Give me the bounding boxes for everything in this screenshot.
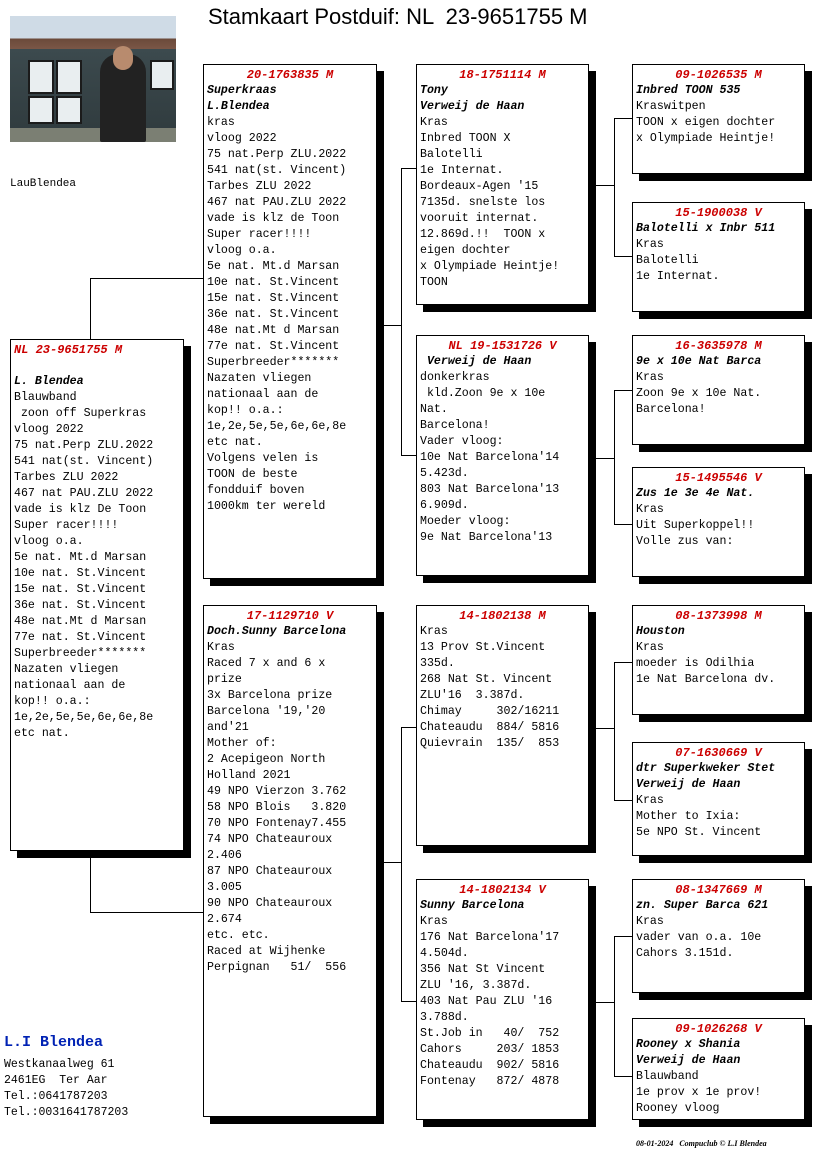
pedigree-text-line: Kras bbox=[636, 238, 664, 251]
pedigree-text-line: 75 nat.Perp ZLU.2022 bbox=[14, 439, 154, 452]
contact-block bbox=[4, 1034, 128, 1121]
pedigree-text-line: Moeder vloog: bbox=[420, 515, 511, 528]
pedigree-text-line: Kras bbox=[636, 794, 664, 807]
pedigree-text-line: prize bbox=[207, 673, 242, 686]
pedigree-text-line: Raced at Wijhenke bbox=[207, 945, 326, 958]
pedigree-text-line: moeder is Odilhia bbox=[636, 657, 755, 670]
pedigree-text-line: etc nat. bbox=[14, 727, 70, 740]
pedigree-text-line: vooruit internat. bbox=[420, 212, 539, 225]
pedigree-text-line: 1e,2e,5e,5e,6e,6e,8e bbox=[14, 711, 154, 724]
pedigree-text-line: kop!! o.a.: bbox=[207, 404, 284, 417]
pigeon-name: Houston bbox=[636, 625, 685, 638]
pedigree-text-line: Super racer!!!! bbox=[14, 519, 119, 532]
pedigree-text-line: 3x Barcelona prize bbox=[207, 689, 333, 702]
pedigree-text-line: Zoon 9e x 10e Nat. bbox=[636, 387, 762, 400]
pedigree-text-line: TOON de beste bbox=[207, 468, 298, 481]
ring-number: 20-1763835 M bbox=[246, 68, 334, 82]
pedigree-card-dds bbox=[632, 879, 805, 993]
pedigree-text-line: TOON x eigen dochter bbox=[636, 116, 776, 129]
pedigree-text-line: 6.909d. bbox=[420, 499, 469, 512]
pigeon-name: Balotelli x Inbr 511 bbox=[636, 222, 776, 235]
ring-number: 14-1802138 M bbox=[459, 609, 546, 623]
pedigree-text-line: fondduif boven bbox=[207, 484, 305, 497]
pedigree-text-line: 70 NPO Fontenay7.455 bbox=[207, 817, 347, 830]
pedigree-text-line: nationaal aan de bbox=[14, 679, 126, 692]
pedigree-text-line: 36e nat. St.Vincent bbox=[207, 308, 340, 321]
pedigree-text-line: 335d. bbox=[420, 657, 455, 670]
pedigree-text-line: 36e nat. St.Vincent bbox=[14, 599, 147, 612]
pedigree-text-line: Cahors 203/ 1853 bbox=[420, 1043, 560, 1056]
pedigree-text-line: Balotelli bbox=[420, 148, 483, 161]
pedigree-text-line: 541 nat(st. Vincent) bbox=[207, 164, 347, 177]
pedigree-text-line: 10e Nat Barcelona'14 bbox=[420, 451, 560, 464]
pedigree-text-line: TOON bbox=[420, 276, 448, 289]
owner-photo bbox=[10, 16, 176, 142]
ring-number: 08-1347669 M bbox=[675, 883, 762, 897]
pedigree-card-sss bbox=[632, 64, 805, 174]
pigeon-name: Zus 1e 3e 4e Nat. bbox=[636, 487, 755, 500]
pigeon-name: Rooney x Shania bbox=[636, 1038, 741, 1051]
contact-line: Tel.:0641787203 bbox=[4, 1090, 108, 1103]
pigeon-name: Superkraas bbox=[207, 84, 277, 97]
pedigree-card-sire-dam bbox=[416, 335, 589, 576]
pigeon-name: Sunny Barcelona bbox=[420, 899, 525, 912]
pedigree-card-dam bbox=[203, 605, 377, 1117]
pedigree-text-line: Chateaudu 884/ 5816 bbox=[420, 721, 560, 734]
pedigree-text-line: 403 Nat Pau ZLU '16 bbox=[420, 995, 553, 1008]
pedigree-text-line: 12.869d.!! TOON x bbox=[420, 228, 546, 241]
pedigree-card-ssd bbox=[632, 202, 805, 312]
pedigree-text-line: 467 nat PAU.ZLU 2022 bbox=[14, 487, 154, 500]
pedigree-text-line: 48e nat.Mt d Marsan bbox=[14, 615, 147, 628]
pedigree-text-line: x Olympiade Heintje! bbox=[636, 132, 776, 145]
pedigree-card-sire bbox=[203, 64, 377, 579]
pedigree-text-line: Nat. bbox=[420, 403, 448, 416]
pedigree-text-line: ZLU'16 3.387d. bbox=[420, 689, 525, 702]
pedigree-text-line: 5e NPO St. Vincent bbox=[636, 826, 762, 839]
pedigree-text-line: 15e nat. St.Vincent bbox=[207, 292, 340, 305]
pigeon-name: Verweij de Haan bbox=[420, 100, 525, 113]
ring-number: 09-1026535 M bbox=[675, 68, 762, 82]
pedigree-text-line: 7135d. snelste los bbox=[420, 196, 546, 209]
pedigree-text-line: 541 nat(st. Vincent) bbox=[14, 455, 154, 468]
pedigree-text-line: 13 Prov St.Vincent bbox=[420, 641, 546, 654]
pedigree-text-line: 2 Acepigeon North bbox=[207, 753, 326, 766]
pedigree-card-dss bbox=[632, 605, 805, 715]
pedigree-text-line: Perpignan 51/ 556 bbox=[207, 961, 347, 974]
pedigree-text-line: vloog o.a. bbox=[207, 244, 277, 257]
pedigree-text-line: 5e nat. Mt.d Marsan bbox=[14, 551, 147, 564]
pedigree-card-sire-sire bbox=[416, 64, 589, 305]
contact-name: L.I Blendea bbox=[4, 1034, 104, 1051]
pedigree-text-line: vade is klz De Toon bbox=[14, 503, 147, 516]
pedigree-text-line: zoon off Superkras bbox=[14, 407, 147, 420]
pigeon-name: Verweij de Haan bbox=[420, 355, 532, 368]
footer-credit: 08-01-2024 Compuclub © L.I Blendea bbox=[636, 1139, 767, 1148]
pedigree-text-line: Blauwband bbox=[636, 1070, 699, 1083]
pedigree-text-line: Kraswitpen bbox=[636, 100, 706, 113]
ring-number: 18-1751114 M bbox=[459, 68, 546, 82]
pedigree-text-line: 3.788d. bbox=[420, 1011, 469, 1024]
pedigree-card-dam-sire bbox=[416, 605, 589, 846]
pedigree-text-line: etc nat. bbox=[207, 436, 263, 449]
pedigree-text-line: 87 NPO Chateauroux bbox=[207, 865, 333, 878]
pedigree-text-line: Barcelona! bbox=[420, 419, 490, 432]
pigeon-name: Verweij de Haan bbox=[636, 778, 741, 791]
ring-number: NL 19-1531726 V bbox=[448, 339, 557, 353]
pedigree-card-subject bbox=[10, 339, 184, 851]
pedigree-text-line: Kras bbox=[420, 116, 448, 129]
pedigree-text-line: 2.674 bbox=[207, 913, 242, 926]
pedigree-text-line: Rooney vloog bbox=[636, 1102, 720, 1115]
pedigree-text-line: Holland 2021 bbox=[207, 769, 291, 782]
pedigree-text-line: Mother to Ixia: bbox=[636, 810, 741, 823]
pedigree-text-line: 10e nat. St.Vincent bbox=[207, 276, 340, 289]
pedigree-text-line: Tarbes ZLU 2022 bbox=[207, 180, 312, 193]
pedigree-card-dam-dam bbox=[416, 879, 589, 1120]
pedigree-text-line: 58 NPO Blois 3.820 bbox=[207, 801, 347, 814]
pedigree-text-line: 1e Nat Barcelona dv. bbox=[636, 673, 776, 686]
contact-line: Westkanaalweg 61 bbox=[4, 1058, 115, 1071]
pigeon-name: Tony bbox=[420, 84, 448, 97]
pedigree-text-line: vader van o.a. 10e bbox=[636, 931, 762, 944]
pedigree-text-line: Kras bbox=[420, 625, 448, 638]
pedigree-text-line: Raced 7 x and 6 x bbox=[207, 657, 326, 670]
pedigree-text-line: vloog 2022 bbox=[14, 423, 84, 436]
pigeon-name: Verweij de Haan bbox=[636, 1054, 741, 1067]
pedigree-text-line: vloog o.a. bbox=[14, 535, 84, 548]
page-title: Stamkaart Postduif: NL 23-9651755 M bbox=[208, 4, 588, 29]
pedigree-text-line: Quievrain 135/ 853 bbox=[420, 737, 560, 750]
pedigree-text-line: 1e prov x 1e prov! bbox=[636, 1086, 762, 1099]
pedigree-card-sdd bbox=[632, 467, 805, 577]
ring-number: NL 23-9651755 M bbox=[14, 343, 123, 357]
ring-number: 09-1026268 V bbox=[675, 1022, 762, 1036]
pedigree-text-line: 1e Internat. bbox=[636, 270, 720, 283]
pedigree-text-line: 1e,2e,5e,5e,6e,6e,8e bbox=[207, 420, 347, 433]
ring-number: 16-3635978 M bbox=[675, 339, 762, 353]
pedigree-text-line: etc. etc. bbox=[207, 929, 270, 942]
contact-line: 2461EG Ter Aar bbox=[4, 1074, 108, 1087]
pedigree-text-line: St.Job in 40/ 752 bbox=[420, 1027, 560, 1040]
pedigree-text-line: Chateaudu 902/ 5816 bbox=[420, 1059, 560, 1072]
pedigree-text-line: 268 Nat St. Vincent bbox=[420, 673, 553, 686]
ring-number: 08-1373998 M bbox=[675, 609, 762, 623]
pedigree-text-line: 74 NPO Chateauroux bbox=[207, 833, 333, 846]
ring-number: 07-1630669 V bbox=[675, 746, 762, 760]
pedigree-text-line: Kras bbox=[636, 371, 664, 384]
pedigree-text-line: 75 nat.Perp ZLU.2022 bbox=[207, 148, 347, 161]
pedigree-text-line: Kras bbox=[207, 641, 235, 654]
pedigree-text-line: Chimay 302/16211 bbox=[420, 705, 560, 718]
pedigree-text-line: 90 NPO Chateauroux bbox=[207, 897, 333, 910]
pedigree-text-line: 2.406 bbox=[207, 849, 242, 862]
pedigree-text-line: 5.423d. bbox=[420, 467, 469, 480]
pedigree-text-line: Blauwband bbox=[14, 391, 77, 404]
pigeon-name: Doch.Sunny Barcelona bbox=[207, 625, 347, 638]
pedigree-text-line: Volgens velen is bbox=[207, 452, 319, 465]
pedigree-text-line: 1e Internat. bbox=[420, 164, 504, 177]
pedigree-text-line: Mother of: bbox=[207, 737, 277, 750]
pedigree-text-line: Nazaten vliegen bbox=[14, 663, 119, 676]
pedigree-text-line: Kras bbox=[636, 641, 664, 654]
pedigree-text-line: Kras bbox=[420, 915, 448, 928]
pedigree-text-line: nationaal aan de bbox=[207, 388, 319, 401]
pigeon-name: 9e x 10e Nat Barca bbox=[636, 355, 762, 368]
contact-line: Tel.:0031641787203 bbox=[4, 1106, 129, 1119]
pedigree-text-line: kras bbox=[207, 116, 235, 129]
pedigree-text-line: 1000km ter wereld bbox=[207, 500, 326, 513]
pedigree-text-line: 15e nat. St.Vincent bbox=[14, 583, 147, 596]
ring-number: 14-1802134 V bbox=[459, 883, 546, 897]
pedigree-text-line: Superbreeder******* bbox=[207, 356, 340, 369]
pedigree-text-line: Barcelona! bbox=[636, 403, 706, 416]
pedigree-text-line: Tarbes ZLU 2022 bbox=[14, 471, 119, 484]
pedigree-text-line: Inbred TOON X bbox=[420, 132, 511, 145]
pedigree-text-line: Balotelli bbox=[636, 254, 699, 267]
pedigree-text-line: vloog 2022 bbox=[207, 132, 277, 145]
pedigree-text-line: donkerkras bbox=[420, 371, 490, 384]
pedigree-text-line: and'21 bbox=[207, 721, 249, 734]
pedigree-text-line: 3.005 bbox=[207, 881, 242, 894]
pedigree-card-sds bbox=[632, 335, 805, 445]
owner-label: LauBlendea bbox=[10, 178, 77, 190]
pedigree-text-line: 49 NPO Vierzon 3.762 bbox=[207, 785, 347, 798]
pedigree-card-ddd bbox=[632, 1018, 805, 1120]
pedigree-text-line: 77e nat. St.Vincent bbox=[14, 631, 147, 644]
pedigree-text-line: Vader vloog: bbox=[420, 435, 504, 448]
pigeon-name: dtr Superkweker Stet bbox=[636, 762, 776, 775]
pedigree-text-line: vade is klz de Toon bbox=[207, 212, 340, 225]
pedigree-text-line: 9e Nat Barcelona'13 bbox=[420, 531, 553, 544]
pedigree-text-line: 803 Nat Barcelona'13 bbox=[420, 483, 560, 496]
pedigree-text-line: Uit Superkoppel!! bbox=[636, 519, 755, 532]
ring-number: 17-1129710 V bbox=[246, 609, 334, 623]
pedigree-text-line: 4.504d. bbox=[420, 947, 469, 960]
pedigree-text-line: 77e nat. St.Vincent bbox=[207, 340, 340, 353]
pedigree-text-line: kld.Zoon 9e x 10e bbox=[420, 387, 546, 400]
pedigree-text-line: 176 Nat Barcelona'17 bbox=[420, 931, 560, 944]
pedigree-text-line: 356 Nat St Vincent bbox=[420, 963, 546, 976]
pedigree-text-line: 48e nat.Mt d Marsan bbox=[207, 324, 340, 337]
pedigree-text-line: x Olympiade Heintje! bbox=[420, 260, 560, 273]
ring-number: 15-1900038 V bbox=[675, 206, 762, 220]
pigeon-name: L. Blendea bbox=[14, 375, 84, 388]
pedigree-text-line: kop!! o.a.: bbox=[14, 695, 91, 708]
pedigree-text-line: Nazaten vliegen bbox=[207, 372, 312, 385]
pedigree-text-line: Kras bbox=[636, 915, 664, 928]
pedigree-text-line: Cahors 3.151d. bbox=[636, 947, 734, 960]
pedigree-text-line: 5e nat. Mt.d Marsan bbox=[207, 260, 340, 273]
pedigree-text-line: Superbreeder******* bbox=[14, 647, 147, 660]
pedigree-text-line: eigen dochter bbox=[420, 244, 511, 257]
pedigree-text-line: Kras bbox=[636, 503, 664, 516]
pedigree-text-line: 10e nat. St.Vincent bbox=[14, 567, 147, 580]
pedigree-text-line: ZLU '16, 3.387d. bbox=[420, 979, 532, 992]
pedigree-text-line: Volle zus van: bbox=[636, 535, 734, 548]
pigeon-name: Inbred TOON 535 bbox=[636, 84, 741, 97]
pedigree-text-line: Bordeaux-Agen '15 bbox=[420, 180, 539, 193]
ring-number: 15-1495546 V bbox=[675, 471, 762, 485]
pedigree-text-line: Fontenay 872/ 4878 bbox=[420, 1075, 560, 1088]
pedigree-text-line: 467 nat PAU.ZLU 2022 bbox=[207, 196, 347, 209]
pedigree-text-line: Barcelona '19,'20 bbox=[207, 705, 326, 718]
pedigree-card-dsd bbox=[632, 742, 805, 856]
pedigree-text-line: Super racer!!!! bbox=[207, 228, 312, 241]
pigeon-name: zn. Super Barca 621 bbox=[636, 899, 769, 912]
pigeon-name: L.Blendea bbox=[207, 100, 270, 113]
